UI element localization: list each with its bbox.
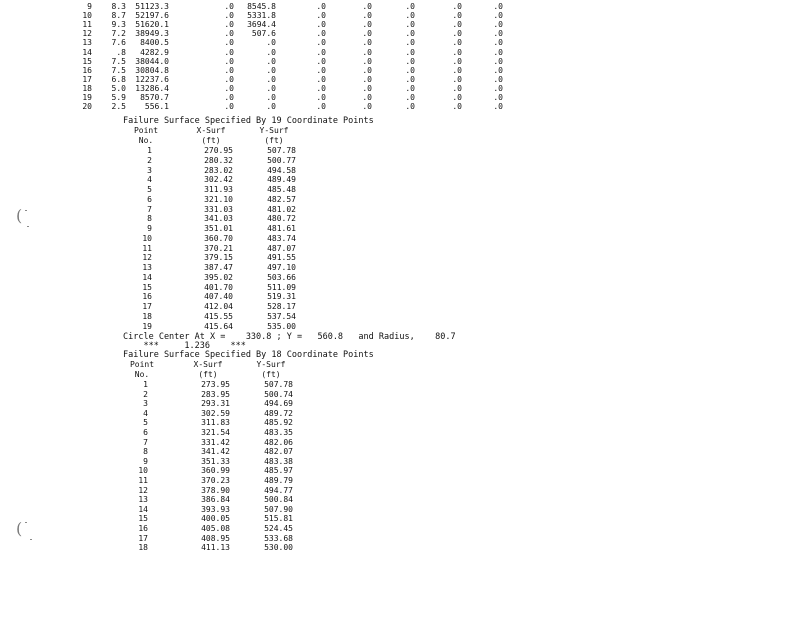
table-cell: No. <box>134 370 150 379</box>
table-cell: No. <box>138 136 154 145</box>
table-cell: 280.32 <box>204 155 233 165</box>
table-cell: .0 <box>452 83 462 93</box>
table-row <box>0 146 800 156</box>
table-row <box>0 195 800 205</box>
table-cell: 8545.8 <box>247 2 276 11</box>
table-row <box>0 312 800 322</box>
table-cell: .0 <box>405 56 415 66</box>
table-cell: 9 <box>143 456 148 466</box>
table-cell: 400.05 <box>201 514 230 524</box>
table-cell: 10 <box>138 466 148 476</box>
table-cell: 3694.4 <box>247 20 276 30</box>
table-cell: 483.38 <box>264 456 293 466</box>
table-row <box>0 447 800 457</box>
table-cell: .0 <box>452 74 462 84</box>
table-cell: 5.9 <box>111 93 126 102</box>
table-cell: 537.54 <box>267 311 296 321</box>
table-cell: 14 <box>138 504 148 514</box>
table-cell: 3 <box>147 165 152 175</box>
table-cell: .0 <box>266 65 276 75</box>
table-cell: 11 <box>142 243 152 253</box>
table-cell: .0 <box>493 38 503 48</box>
table-cell: .0 <box>266 38 276 48</box>
table-cell: 7.2 <box>111 29 126 39</box>
table-cell: 5 <box>143 418 148 428</box>
table-row <box>0 234 800 244</box>
table-cell: 4282.9 <box>140 47 169 57</box>
table-cell: .0 <box>316 2 326 11</box>
table-cell: 283.95 <box>201 389 230 399</box>
table-cell: 13 <box>82 38 92 48</box>
table-cell: 12 <box>82 29 92 39</box>
unit-row <box>0 136 800 146</box>
table-row <box>0 409 800 419</box>
table-cell: .0 <box>224 74 234 84</box>
table-cell: .0 <box>266 47 276 57</box>
table-cell: 494.58 <box>267 165 296 175</box>
table-cell: 311.93 <box>204 185 233 194</box>
table-cell: .0 <box>224 2 234 11</box>
table-cell: .0 <box>362 65 372 75</box>
table-cell: 15 <box>82 56 92 66</box>
table-cell: .0 <box>452 102 462 112</box>
table-row <box>0 175 800 185</box>
circle-center-line: Circle Center At X = 330.8 ; Y = 560.8 and Radius, 80.7 <box>123 332 456 342</box>
table-cell: 1 <box>143 380 148 389</box>
table-cell: 12 <box>142 253 152 263</box>
table-cell: 519.31 <box>267 292 296 302</box>
table-cell: 302.59 <box>201 408 230 418</box>
table-cell: 515.81 <box>264 514 293 524</box>
table-cell: 489.72 <box>264 408 293 418</box>
table-cell: .0 <box>405 83 415 93</box>
table-row <box>0 438 800 448</box>
table-cell: 270.95 <box>204 146 233 155</box>
table-cell: 38044.0 <box>135 56 169 66</box>
table-cell: 19 <box>82 93 92 102</box>
table-cell: 9.3 <box>111 20 126 30</box>
table-cell: 482.06 <box>264 437 293 447</box>
table-row <box>0 322 800 332</box>
table-cell: 18 <box>138 543 148 553</box>
table-cell: .0 <box>493 2 503 11</box>
table-cell: 405.08 <box>201 524 230 533</box>
table-cell: .0 <box>493 93 503 102</box>
table-cell: 7 <box>147 204 152 214</box>
table-cell: 5.0 <box>111 83 126 93</box>
table-cell: .0 <box>224 83 234 93</box>
table-cell: 500.77 <box>267 155 296 165</box>
table-cell: (ft) <box>198 370 218 379</box>
table-cell: .0 <box>452 29 462 39</box>
table-cell: 17 <box>142 302 152 311</box>
table-row <box>0 486 800 496</box>
table-cell: .0 <box>405 38 415 48</box>
table-cell: .0 <box>316 38 326 48</box>
table-cell: .0 <box>224 38 234 48</box>
table-cell: 20 <box>82 102 92 112</box>
table-cell: 15 <box>138 514 148 524</box>
table-row <box>0 244 800 254</box>
table-cell: Y-Surf <box>259 126 289 135</box>
table-cell: 507.90 <box>264 504 293 514</box>
table-cell: 11 <box>82 20 92 30</box>
table-cell: 351.01 <box>204 224 233 233</box>
table-cell: .0 <box>452 56 462 66</box>
table-cell: .0 <box>362 83 372 93</box>
table-cell: 8.3 <box>111 2 126 11</box>
table-cell: 415.64 <box>204 321 233 331</box>
table-cell: 412.04 <box>204 302 233 311</box>
table-cell: 341.03 <box>204 214 233 224</box>
table-cell: .0 <box>493 102 503 112</box>
table-cell: 378.90 <box>201 485 230 495</box>
table-cell: .0 <box>316 102 326 112</box>
table-cell: 481.02 <box>267 204 296 214</box>
table-row <box>0 505 800 515</box>
table-cell: (ft) <box>261 370 281 379</box>
table-cell: 7.5 <box>111 65 126 75</box>
table-cell: 482.57 <box>267 194 296 204</box>
table-cell: 293.31 <box>201 399 230 409</box>
table-row <box>0 283 800 293</box>
table-cell: .0 <box>362 2 372 11</box>
table-cell: 17 <box>138 533 148 543</box>
table-cell: .0 <box>452 93 462 102</box>
table-cell: 351.33 <box>201 456 230 466</box>
table-cell: 491.55 <box>267 253 296 263</box>
table-cell: 18 <box>142 311 152 321</box>
table-cell: 401.70 <box>204 282 233 292</box>
table-cell: 19 <box>142 321 152 331</box>
table-cell: 407.40 <box>204 292 233 302</box>
table-cell: 51123.3 <box>135 2 169 11</box>
table-cell: 528.17 <box>267 302 296 311</box>
table-row <box>0 514 800 524</box>
table-cell: 481.61 <box>267 224 296 233</box>
table-row <box>0 273 800 283</box>
table-cell: 10 <box>142 233 152 243</box>
table-cell: 494.69 <box>264 399 293 409</box>
table-cell: .0 <box>405 20 415 30</box>
table-cell: .0 <box>452 20 462 30</box>
table-cell: 7.6 <box>111 38 126 48</box>
table-cell: 2 <box>143 389 148 399</box>
table-cell: .0 <box>493 11 503 21</box>
table-cell: .0 <box>224 20 234 30</box>
table-cell: 7.5 <box>111 56 126 66</box>
table-cell: .0 <box>224 102 234 112</box>
table-cell: .0 <box>405 93 415 102</box>
table-row <box>0 166 800 176</box>
table-row <box>0 390 800 400</box>
table-cell: 12237.6 <box>135 74 169 84</box>
column-header-row <box>0 126 800 136</box>
table-cell: 500.74 <box>264 389 293 399</box>
table-cell: .0 <box>316 83 326 93</box>
table-cell: .0 <box>224 65 234 75</box>
table-cell: 6 <box>143 428 148 437</box>
table-cell: .0 <box>316 29 326 39</box>
table-cell: .0 <box>405 74 415 84</box>
table-cell: 7 <box>143 437 148 447</box>
surface-heading: Failure Surface Specified By 18 Coordinate Points <box>123 350 374 360</box>
table-cell: .0 <box>452 11 462 21</box>
table-row <box>0 543 800 553</box>
table-cell: .0 <box>316 74 326 84</box>
table-cell: (ft) <box>201 136 221 145</box>
table-cell: 8 <box>143 447 148 457</box>
table-cell: .0 <box>362 93 372 102</box>
table-cell: 273.95 <box>201 380 230 389</box>
table-cell: .0 <box>224 47 234 57</box>
table-cell: 503.66 <box>267 272 296 282</box>
table-cell: 494.77 <box>264 485 293 495</box>
table-cell: .0 <box>316 56 326 66</box>
table-cell: .0 <box>362 38 372 48</box>
table-cell: .0 <box>316 11 326 21</box>
table-cell: 331.03 <box>204 204 233 214</box>
table-row <box>0 253 800 263</box>
table-cell: .0 <box>266 56 276 66</box>
table-cell: .0 <box>493 65 503 75</box>
table-cell: 415.55 <box>204 311 233 321</box>
table-cell: .0 <box>405 65 415 75</box>
table-cell: 507.6 <box>251 29 276 39</box>
table-row <box>0 399 800 409</box>
table-cell: 360.70 <box>204 233 233 243</box>
table-cell: 8 <box>147 214 152 224</box>
table-cell: 5 <box>147 185 152 194</box>
table-cell: 52197.6 <box>135 11 169 21</box>
table-cell: .0 <box>362 74 372 84</box>
table-cell: 483.35 <box>264 428 293 437</box>
table-cell: 507.78 <box>264 380 293 389</box>
table-cell: 14 <box>142 272 152 282</box>
table-row <box>0 302 800 312</box>
table-cell: X-Surf <box>193 360 223 369</box>
table-cell: 321.10 <box>204 194 233 204</box>
table-cell: 8400.5 <box>140 38 169 48</box>
table-row <box>0 466 800 476</box>
table-cell: 556.1 <box>144 102 169 112</box>
table-row <box>0 263 800 273</box>
table-cell: 535.00 <box>267 321 296 331</box>
table-row <box>0 156 800 166</box>
table-cell: 485.97 <box>264 466 293 476</box>
surface-heading: Failure Surface Specified By 19 Coordinate Points <box>123 116 374 126</box>
table-cell: 8.7 <box>111 11 126 21</box>
table-cell: .0 <box>316 93 326 102</box>
table-row <box>0 428 800 438</box>
table-cell: .0 <box>405 2 415 11</box>
table-cell: .0 <box>362 102 372 112</box>
table-cell: .0 <box>316 47 326 57</box>
table-cell: 16 <box>138 524 148 533</box>
table-cell: 341.42 <box>201 447 230 457</box>
table-cell: 4 <box>147 175 152 185</box>
table-cell: 1 <box>147 146 152 155</box>
table-cell: 6.8 <box>111 74 126 84</box>
table-cell: 511.09 <box>267 282 296 292</box>
table-cell: 480.72 <box>267 214 296 224</box>
column-header-row <box>0 360 800 370</box>
table-cell: 9 <box>147 224 152 233</box>
table-cell: 13286.4 <box>135 83 169 93</box>
table-cell: .0 <box>266 74 276 84</box>
document-page: 9 8.3 51123.3 .0 8545.8 .0 .0 .0 .0 .0 10 8.7 52197.6 .0 5331.8 .0 .0 .0 .0 .0 11 9.3 51620.1 .0 3694.4 .0 .0 .0 .0 .0 12 7.2 38949.3 .0 507.6 .0 .0 .0 .0 .0 13 7.6 8400.5 .0 .0 .0 .0 .0 .0 .0 14 .8 4282.9 .0 .0 .0 .0 .0 .0 .0 15 7.5 38044.0 .0 .0 .0 .0 .0 .0 .0 16 7.5 30804.8 .0 .0 .0 .0 .0 .0 .0 17 6.8 12237.6 .0 .0 .0 .0 .0 .0 .0 18 5.0 13286.4 .0 .0 .0 .0 .0 .0 .0 19 5.9 8570.7 .0 .0 .0 .0 .0 .0 .0 20 2.5 556.1 .0 .0 .0 .0 .0 .0 .0 Failure Surface Specified By 19 Coordinate Points Point X-Surf Y-Surf No. (ft) (ft) 1 270.95 507.78 2 280.32 500.77 3 283.02 494.58 4 302.42 489.49 5 311.93 485.48 6 321.10 482.57 7 331.03 481.02 8 341.03 480.72 9 351.01 481.61 10 360.70 483.74 11 370.21 487.07 12 379.15 491.55 13 387.47 497.10 14 395.02 503.66 15 401.70 511.09 16 407.40 519.31 17 412.04 528.17 18 415.55 537.54 19 415.64 535.00 Circle Center At X = 330.8 ; Y = 560.8 and Radius, 80.7 *** 1.236 *** Failure Surface Specified By 18 Coordinate Points Point X-Surf Y-Surf No. (ft) (ft) 1 273.95 507.78 2 283.95 500.74 3 293.31 494.69 4 302.59 489.72 5 311.83 485.92 6 321.54 483.35 7 331.42 482.06 8 341.42 482.07 9 351.33 483.38 10 360.99 485.97 11 370.23 489.79 12 378.90 494.77 13 386.84 500.84 14 393.93 507.90 15 400.05 515.81 16 405.08 524.45 17 408.95 533.68 18 411.13 530.00 ( ( <box>0 0 800 618</box>
table-row <box>0 495 800 505</box>
table-cell: 16 <box>82 65 92 75</box>
table-cell: 302.42 <box>204 175 233 185</box>
table-cell: .0 <box>405 102 415 112</box>
table-cell: 5331.8 <box>247 11 276 21</box>
table-cell: .0 <box>405 47 415 57</box>
factor-of-safety-line: *** 1.236 *** <box>123 341 246 351</box>
table-cell: Y-Surf <box>256 360 286 369</box>
table-cell: 483.74 <box>267 233 296 243</box>
table-cell: 30804.8 <box>135 65 169 75</box>
table-cell: 485.92 <box>264 418 293 428</box>
table-cell: 18 <box>82 83 92 93</box>
table-cell: Point <box>129 360 155 369</box>
table-cell: 38949.3 <box>135 29 169 39</box>
table-row <box>0 457 800 467</box>
table-row <box>0 224 800 234</box>
table-cell: 283.02 <box>204 165 233 175</box>
table-cell: 11 <box>138 476 148 485</box>
table-row <box>0 380 800 390</box>
table-cell: 533.68 <box>264 533 293 543</box>
table-cell: 530.00 <box>264 543 293 553</box>
table-cell: 500.84 <box>264 495 293 505</box>
table-cell: 497.10 <box>267 263 296 272</box>
table-cell: .0 <box>452 38 462 48</box>
table-cell: .0 <box>266 102 276 112</box>
table-cell: Point <box>133 126 159 135</box>
table-cell: .0 <box>362 47 372 57</box>
table-cell: .0 <box>362 11 372 21</box>
table-cell: 6 <box>147 194 152 204</box>
table-cell: 386.84 <box>201 495 230 505</box>
table-cell: .0 <box>224 93 234 102</box>
table-cell: (ft) <box>264 136 284 145</box>
table-cell: 379.15 <box>204 253 233 263</box>
table-cell: 14 <box>82 47 92 57</box>
table-cell: 16 <box>142 292 152 302</box>
table-cell: .0 <box>224 56 234 66</box>
table-cell: 2.5 <box>111 102 126 112</box>
table-row <box>0 534 800 544</box>
table-row <box>0 292 800 302</box>
table-cell: .0 <box>452 47 462 57</box>
table-cell: 360.99 <box>201 466 230 476</box>
table-cell: 387.47 <box>204 263 233 272</box>
table-cell: 370.23 <box>201 476 230 485</box>
table-cell: .8 <box>116 47 126 57</box>
table-cell: .0 <box>362 56 372 66</box>
table-cell: .0 <box>452 2 462 11</box>
table-cell: 487.07 <box>267 243 296 253</box>
table-cell: .0 <box>266 93 276 102</box>
table-cell: 370.21 <box>204 243 233 253</box>
table-cell: .0 <box>493 83 503 93</box>
table-cell: .0 <box>224 11 234 21</box>
table-cell: .0 <box>316 65 326 75</box>
table-cell: .0 <box>493 20 503 30</box>
table-cell: 331.42 <box>201 437 230 447</box>
table-cell: 507.78 <box>267 146 296 155</box>
table-cell: 51620.1 <box>135 20 169 30</box>
table-cell: .0 <box>362 29 372 39</box>
table-cell: .0 <box>493 74 503 84</box>
table-cell: 321.54 <box>201 428 230 437</box>
table-cell: 13 <box>142 263 152 272</box>
table-cell: 408.95 <box>201 533 230 543</box>
table-row <box>0 524 800 534</box>
table-row <box>0 205 800 215</box>
table-cell: 524.45 <box>264 524 293 533</box>
table-cell: 489.79 <box>264 476 293 485</box>
table-cell: 411.13 <box>201 543 230 553</box>
table-cell: .0 <box>405 11 415 21</box>
table-cell: 9 <box>87 2 92 11</box>
table-cell: 482.07 <box>264 447 293 457</box>
table-row <box>0 476 800 486</box>
table-cell: 10 <box>82 11 92 21</box>
table-row <box>0 418 800 428</box>
table-cell: 13 <box>138 495 148 505</box>
table-cell: 3 <box>143 399 148 409</box>
table-cell: 485.48 <box>267 185 296 194</box>
table-cell: 12 <box>138 485 148 495</box>
table-cell: .0 <box>405 29 415 39</box>
table-cell: .0 <box>224 29 234 39</box>
unit-row <box>0 370 800 380</box>
table-cell: .0 <box>493 47 503 57</box>
table-cell: X-Surf <box>196 126 226 135</box>
table-cell: 2 <box>147 155 152 165</box>
table-cell: .0 <box>266 83 276 93</box>
table-cell: 395.02 <box>204 272 233 282</box>
table-cell: 4 <box>143 408 148 418</box>
table-row <box>0 185 800 195</box>
table-cell: .0 <box>362 20 372 30</box>
table-row <box>0 102 800 112</box>
table-row <box>0 214 800 224</box>
table-cell: .0 <box>493 29 503 39</box>
table-cell: 17 <box>82 74 92 84</box>
table-cell: 393.93 <box>201 504 230 514</box>
table-cell: 8570.7 <box>140 93 169 102</box>
table-cell: 311.83 <box>201 418 230 428</box>
table-cell: .0 <box>493 56 503 66</box>
table-cell: 15 <box>142 282 152 292</box>
table-cell: .0 <box>316 20 326 30</box>
table-cell: .0 <box>452 65 462 75</box>
table-cell: 489.49 <box>267 175 296 185</box>
